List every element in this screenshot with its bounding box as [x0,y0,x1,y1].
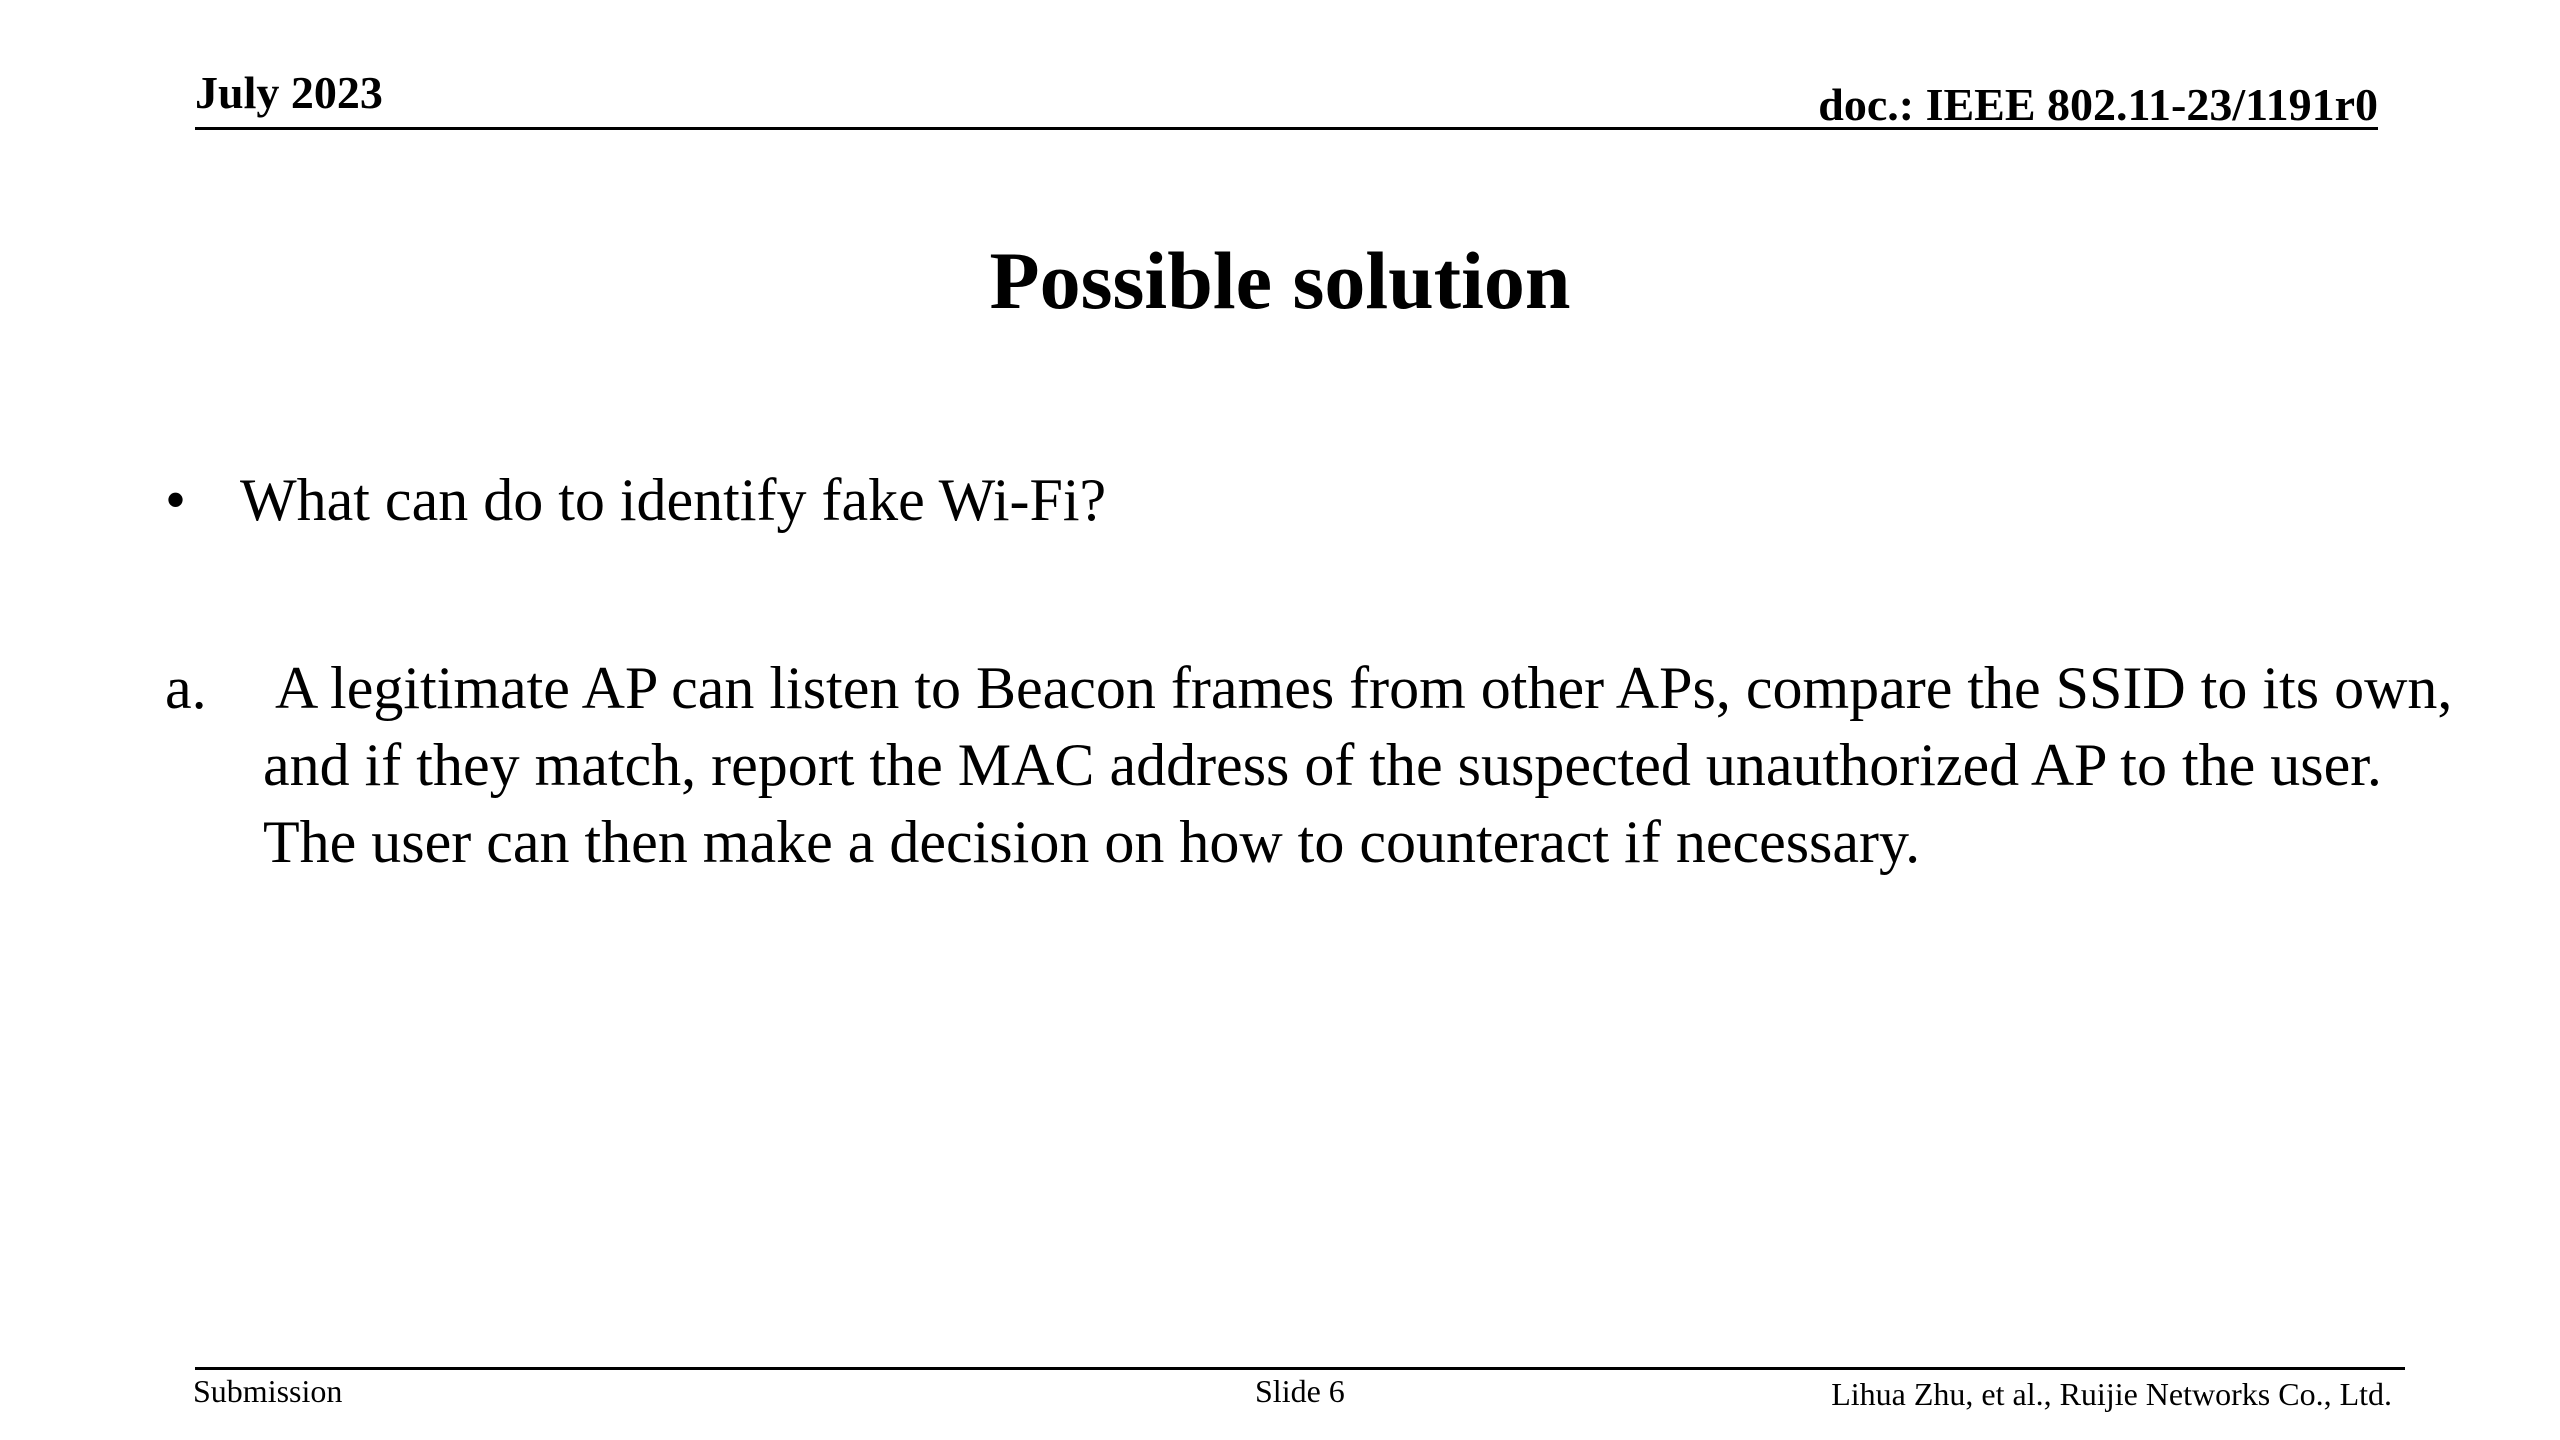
bullet-text: What can do to identify fake Wi-Fi? [240,467,1107,533]
footer-slide-number: Slide 6 [1255,1373,1345,1409]
header-doc-id: doc.: IEEE 802.11-23/1191r0 [1818,79,2378,130]
list-item-text: A legitimate AP can listen to Beacon frames from other APs, compare the SSID to its own, and if they match, report the MAC address of the suspected unauthorized AP to the user. The user can then make a decision on how to counteract if necessary. [263,655,2453,875]
footer-submission: Submission [193,1373,343,1409]
header-date: July 2023 [195,67,383,118]
footer-authors: Lihua Zhu, et al., Ruijie Networks Co., Ltd. [1831,1376,2392,1412]
slide-title: Possible solution [989,235,1571,326]
header-divider [195,127,2378,130]
bullet-icon: • [165,467,187,533]
list-item-a [165,650,2475,881]
list-marker: a. [165,655,207,721]
footer-divider [195,1367,2405,1370]
bullet-item [165,467,1107,533]
